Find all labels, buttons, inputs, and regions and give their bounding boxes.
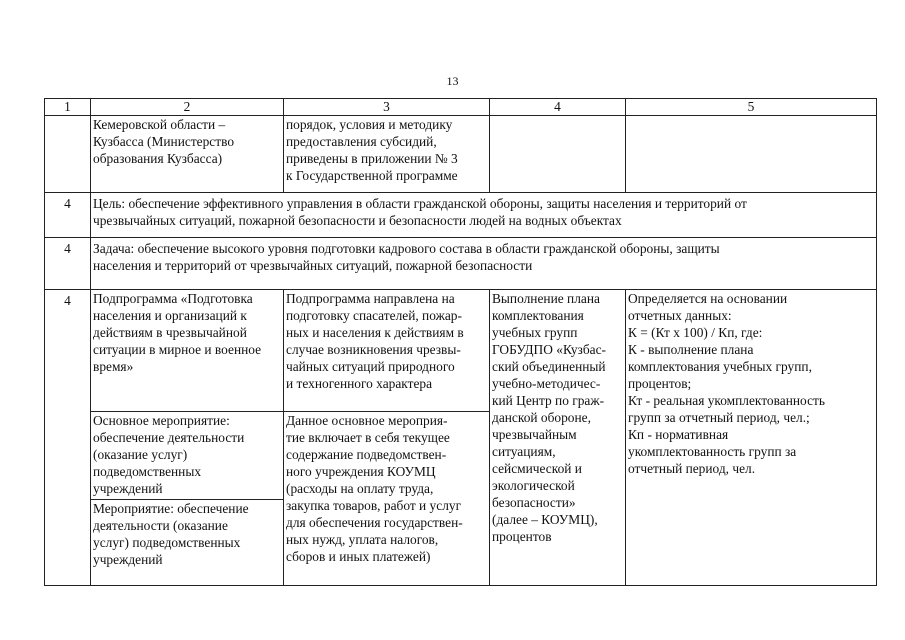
main-event-name: Основное мероприятие: обеспечение деятельности (оказание услуг) подведомственных учреждений — [91, 412, 284, 500]
subprogram-calculation-method: Определяется на основании отчетных данных: К = (Кт х 100) / Кп, где: К - выполнение плана комплектования учебных групп, процентов; Кт - реальная укомплектованность групп за отчетный период, чел.; Кп - нормативная укомплектованность групп за отчетный период, чел. — [626, 290, 877, 586]
subprogram-name: Подпрограмма «Подготовка населения и организаций к действиям в чрезвычайной ситуации в мирное и военное время» — [91, 290, 284, 412]
cell-method — [626, 116, 877, 193]
column-header-3: 3 — [284, 99, 490, 116]
column-header-1: 1 — [45, 99, 91, 116]
table-row-task — [45, 238, 877, 290]
goal-number: 4 — [45, 193, 91, 238]
cell-number — [45, 116, 91, 193]
table-header-row — [45, 99, 877, 116]
main-event-description: Данное основное мероприя- тие включает в себя текущее содержание подведомствен- ного учреждения КОУМЦ (расходы на оплату труда, закупка товаров, работ и услуг для обеспечения государствен- ных нужд, уплата налогов, сборов и иных платежей) — [284, 412, 490, 586]
table-row-subprogram — [45, 290, 877, 412]
event-name: Мероприятие: обеспечение деятельности (оказание услуг) подведомственных учреждений — [91, 500, 284, 586]
task-number: 4 — [45, 238, 91, 290]
indicators-table — [44, 98, 877, 586]
cell-executor: Кемеровской области – Кузбасса (Министерство образования Кузбасса) — [91, 116, 284, 193]
subprogram-number: 4 — [45, 290, 91, 586]
subprogram-description: Подпрограмма направлена на подготовку спасателей, пожар- ных и населения к действиям в случае возникновения чрезвы- чайных ситуаций природного и техногенного характера — [284, 290, 490, 412]
cell-description: порядок, условия и методику предоставления субсидий, приведены в приложении № 3 к Государственной программе — [284, 116, 490, 193]
column-header-4: 4 — [490, 99, 626, 116]
goal-text: Цель: обеспечение эффективного управления в области гражданской обороны, защиты населения и территорий от чрезвычайных ситуаций, пожарной безопасности и безопасности людей на водных объектах — [91, 193, 877, 238]
page-number: 13 — [446, 74, 459, 88]
subprogram-indicator: Выполнение плана комплектования учебных групп ГОБУДПО «Кузбас- ский объединенный учебно-методичес- кий Центр по граж- данской обороне, чрезвычайным ситуациям, сейсмической и экологической безопасности» (далее – КОУМЦ), процентов — [490, 290, 626, 586]
column-header-5: 5 — [626, 99, 877, 116]
cell-indicator — [490, 116, 626, 193]
column-header-2: 2 — [91, 99, 284, 116]
task-text: Задача: обеспечение высокого уровня подготовки кадрового состава в области гражданской обороны, защиты населения и территорий от чрезвычайных ситуаций, пожарной безопасности — [91, 238, 877, 290]
table-row-continuation — [45, 116, 877, 193]
table-row-goal — [45, 193, 877, 238]
